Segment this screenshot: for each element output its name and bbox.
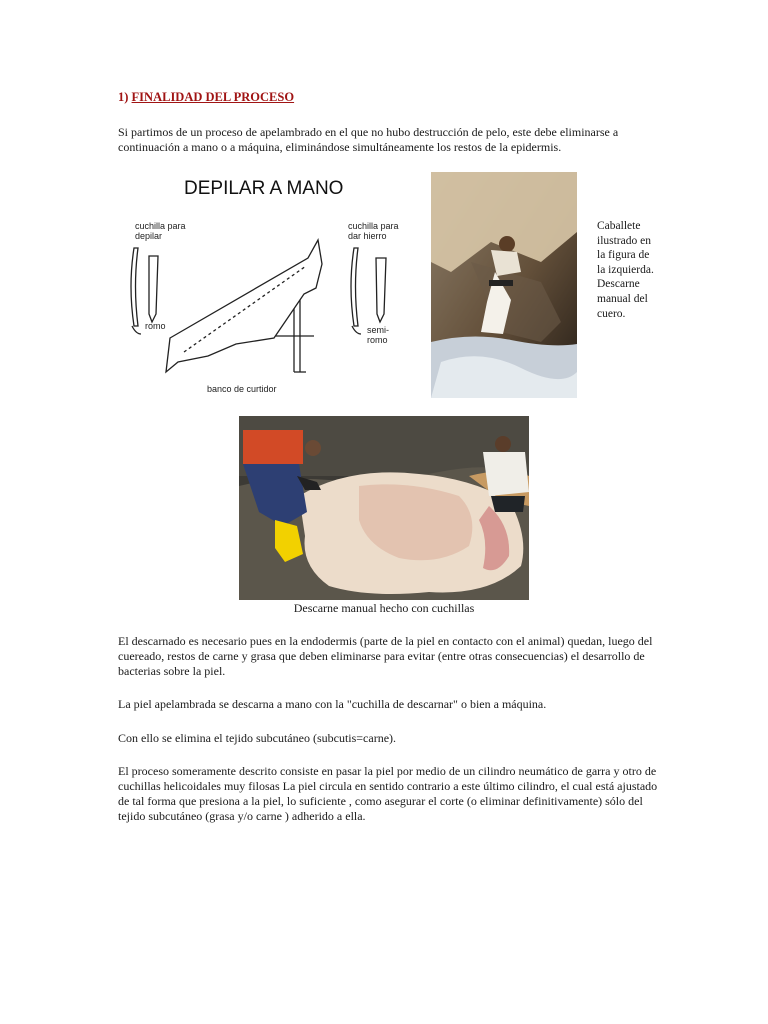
side-caption: Caballete ilustrado en la figura de la izquierda. Descarne manual del cuero. [597, 220, 654, 320]
diagram-label-semi-2: romo [367, 335, 388, 345]
paragraph-descarnado: El descarnado es necesario pues en la endodermis (parte de la piel en contacto con el animal) quedan, luego del cuereado, restos de carne y grasa que deben eliminarse para evitar (entre otras consecuencias) el desarrollo de bacterias sobre la piel. [118, 634, 653, 678]
hide-drape-icon [166, 240, 322, 372]
paragraph-piel-apelambrada: La piel apelambrada se descarna a mano con la "cuchilla de descarnar" o bien a máquina. [118, 697, 547, 711]
diagram-label-bench: banco de curtidor [207, 384, 277, 394]
diagram-label-semi-1: semi- [367, 325, 389, 335]
photo-descarne-manual [239, 416, 529, 600]
diagram-label-left-2: depilar [135, 231, 163, 241]
depilar-diagram [118, 168, 418, 400]
section-number: 1) [118, 90, 129, 104]
paragraph-tejido-subcutaneo: Con ello se elimina el tejido subcutáneo (subcutis=carne). [118, 731, 397, 745]
intro-paragraph: Si partimos de un proceso de apelambrado en el que no hubo destrucción de pelo, este debe eliminarse a continuación a mano o a máquina, eliminándose simultáneamente los restos de la epidermis. [118, 125, 619, 154]
diagram-label-right-1: cuchilla para [348, 221, 399, 231]
diagram-label-left-1: cuchilla para [135, 221, 186, 231]
paragraph-proceso: El proceso someramente descrito consiste en pasar la piel por medio de un cilindro neumático de garra y otro de cuchillas helicoidales muy filosas La piel circula en sentido contrario a este último cilindro, el cual está ajustado de tal forma que presiona a la piel, lo suficiente , como asegurar el corte (o eliminar definitivamente) sólo del tejido subcutáneo (grasa y/o carne ) adherido a ella. [118, 764, 658, 823]
diagram-label-right-2: dar hierro [348, 231, 387, 241]
photo-caballete [431, 172, 577, 398]
photo-caption: Descarne manual hecho con cuchillas [293, 601, 475, 615]
blade-dar-hierro-icon [351, 248, 386, 334]
diagram-label-romo: romo [145, 321, 166, 331]
section-heading [118, 90, 294, 105]
section-title: FINALIDAD DEL PROCESO [131, 90, 295, 104]
diagram-title: DEPILAR A MANO [184, 178, 344, 199]
